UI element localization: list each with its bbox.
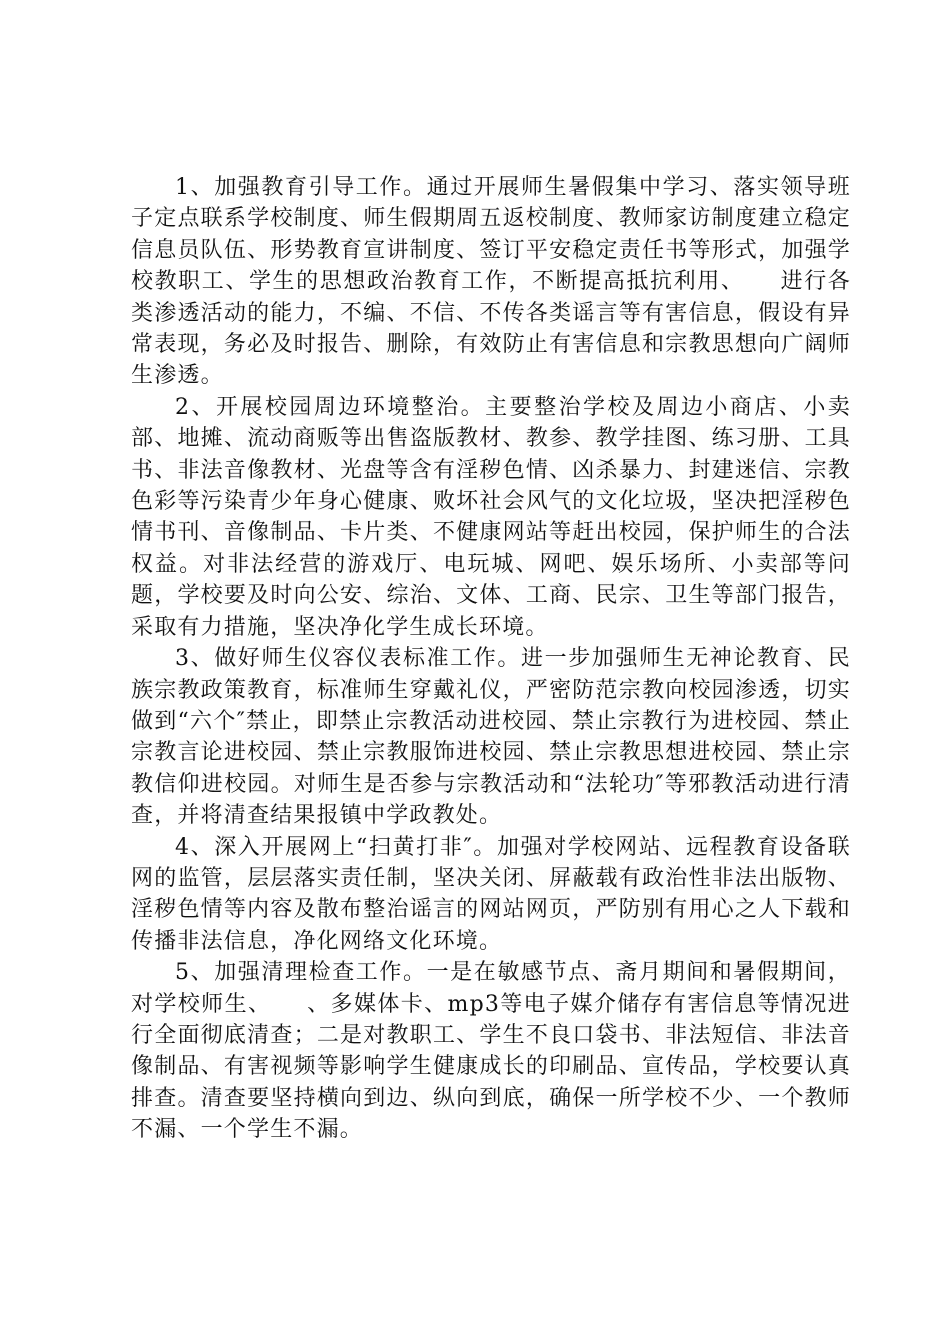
paragraph-3: 3、做好师生仪容仪表标准工作。进一步加强师生无神论教育、民族宗教政策教育，标准师生穿戴礼仪，严密防范宗教向校园渗透，切实做到“六个″禁止，即禁止宗教活动进校园、禁止宗教行为进校园、禁止宗教言论进校园、禁止宗教服饰进校园、禁止宗教思想进校园、禁止宗教信仰进校园。对师生是否参与宗教活动和“法轮功″等邪教活动进行清查，并将清查结果报镇中学政教处。 (131, 646, 851, 829)
document-body (131, 172, 851, 1146)
paragraph-5: 5、加强清理检查工作。一是在敏感节点、斋月期间和暑假期间，对学校师生、 、多媒体卡、mp3等电子媒介储存有害信息等情况进行全面彻底清查；二是对教职工、学生不良口袋书、非法短信、非法音像制品、有害视频等影响学生健康成长的印刷品、宣传品，学校要认真排查。清查要坚持横向到边、纵向到底，确保一所学校不少、一个教师不漏、一个学生不漏。 (131, 960, 851, 1143)
paragraph-2: 2、开展校园周边环境整治。主要整治学校及周边小商店、小卖部、地摊、流动商贩等出售盗版教材、教参、教学挂图、练习册、工具书、非法音像教材、光盘等含有淫秽色情、凶杀暴力、封建迷信、宗教色彩等污染青少年身心健康、败坏社会风气的文化垃圾，坚决把淫秽色情书刊、音像制品、卡片类、不健康网站等赶出校园，保护师生的合法权益。对非法经营的游戏厅、电玩城、网吧、娱乐场所、小卖部等问题，学校要及时向公安、综治、文体、工商、民宗、卫生等部门报告，采取有力措施，坚决净化学生成长环境。 (131, 394, 851, 640)
paragraph-1: 1、加强教育引导工作。通过开展师生暑假集中学习、落实领导班子定点联系学校制度、师生假期周五返校制度、教师家访制度建立稳定信息员队伍、形势教育宣讲制度、签订平安稳定责任书等形式，加强学校教职工、学生的思想政治教育工作，不断提高抵抗利用、 进行各类渗透活动的能力，不编、不信、不传各类谣言等有害信息，假设有异常表现，务必及时报告、删除，有效防止有害信息和宗教思想向广阔师生渗透。 (131, 175, 851, 389)
paragraph-4: 4、深入开展网上“扫黄打非″。加强对学校网站、远程教育设备联网的监管，层层落实责任制，坚决关闭、屏蔽载有政治性非法出版物、淫秽色情等内容及散布整治谣言的网站网页，严防别有用心之人下载和传播非法信息，净化网络文化环境。 (131, 834, 851, 954)
